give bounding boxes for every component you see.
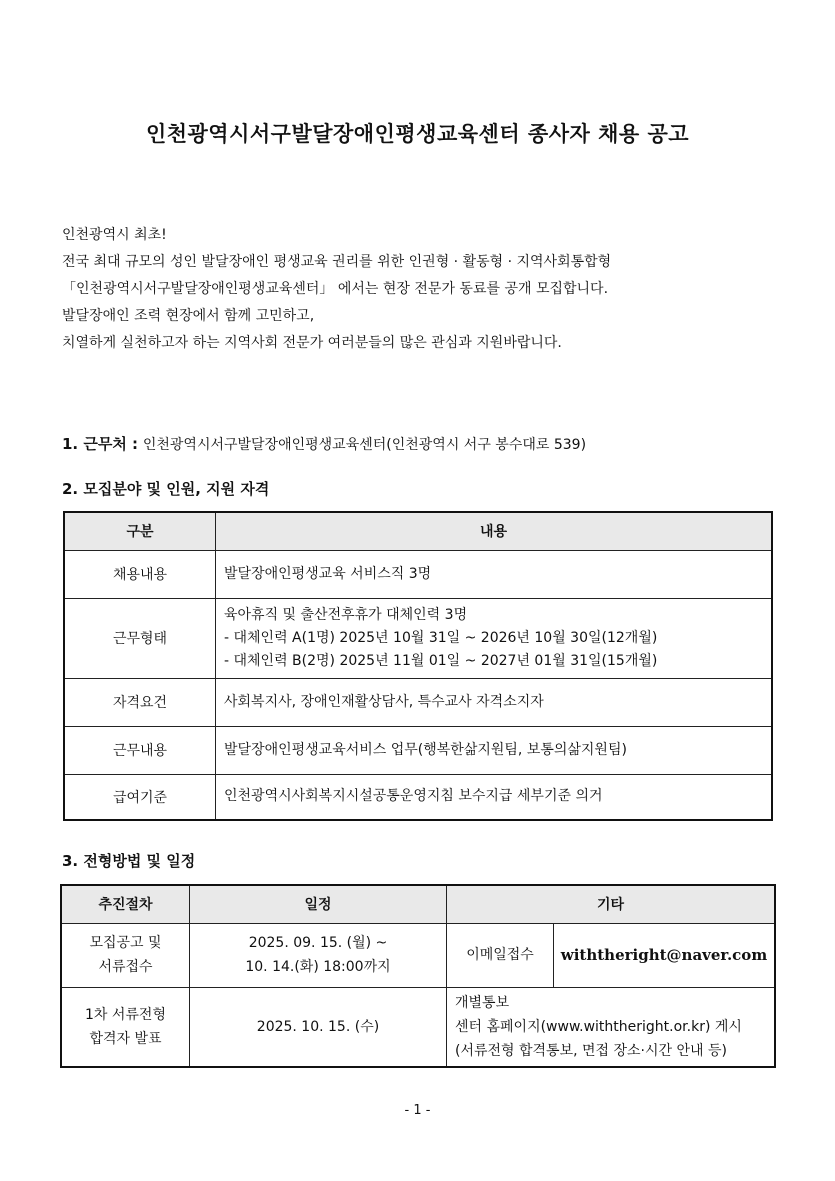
schedule-table xyxy=(60,884,776,1068)
table-row xyxy=(61,987,775,1067)
table-row xyxy=(61,923,775,987)
table-row xyxy=(64,678,772,726)
row-key: 자격요건 xyxy=(64,678,216,726)
etc-line: 개별통보 xyxy=(455,994,510,1011)
column-header: 내용 xyxy=(216,512,773,550)
table-row xyxy=(64,598,772,678)
intro-line: 발달장애인 조력 현장에서 함께 고민하고, xyxy=(62,308,315,324)
date-line: 2025. 09. 15. (월) ~ xyxy=(248,935,388,951)
step-line: 1차 서류전형 xyxy=(85,1006,166,1023)
step-line: 합격자 발표 xyxy=(89,1030,162,1047)
row-value xyxy=(216,678,773,726)
intro-paragraph xyxy=(62,222,611,357)
value-line: - 대체인력 A(1명) 2025년 10월 31일 ~ 2026년 10월 30일(12개월) xyxy=(224,629,658,646)
column-header: 추진절차 xyxy=(61,885,190,923)
row-key: 채용내용 xyxy=(64,550,216,598)
section-heading: 1. 근무처 : xyxy=(62,435,139,453)
row-key: 근무내용 xyxy=(64,726,216,774)
step-line: 모집공고 및 xyxy=(89,935,162,951)
table-header-row xyxy=(61,885,775,923)
email-address: withtheright@naver.com xyxy=(554,923,776,987)
table-row xyxy=(64,774,772,820)
column-header: 기타 xyxy=(447,885,776,923)
step-cell xyxy=(61,923,190,987)
recruitment-table xyxy=(63,511,773,821)
section-heading: 2. 모집분야 및 인원, 지원 자격 xyxy=(62,480,270,498)
intro-line: 「인천광역시서구발달장애인평생교육센터」 에서는 현장 전문가 동료를 공개 모집합니다. xyxy=(62,281,609,297)
step-line: 서류접수 xyxy=(98,959,153,975)
row-value xyxy=(216,598,773,678)
intro-line: 인천광역시 최초! xyxy=(62,227,167,243)
column-header: 일정 xyxy=(190,885,447,923)
row-value xyxy=(216,550,773,598)
page-number: - 1 - xyxy=(404,1103,431,1118)
value-line: - 대체인력 B(2명) 2025년 11월 01일 ~ 2027년 01월 31일(15개월) xyxy=(224,652,658,669)
date-cell xyxy=(190,987,447,1067)
page-title: 인천광역시서구발달장애인평생교육센터 종사자 채용 공고 xyxy=(145,122,690,146)
section-workplace xyxy=(62,433,586,454)
table-header-row xyxy=(64,512,772,550)
value-line: 사회복지사, 장애인재활상담사, 특수교사 자격소지자 xyxy=(224,693,544,710)
date-cell xyxy=(190,923,447,987)
workplace-text: 인천광역시서구발달장애인평생교육센터(인천광역시 서구 봉수대로 539) xyxy=(142,437,587,453)
table-row xyxy=(64,550,772,598)
row-key: 근무형태 xyxy=(64,598,216,678)
date-line: 2025. 10. 15. (수) xyxy=(256,1018,380,1035)
step-cell xyxy=(61,987,190,1067)
etc-line: 센터 홈페이지(www.withtheright.or.kr) 게시 xyxy=(455,1018,742,1035)
section-heading: 3. 전형방법 및 일정 xyxy=(62,852,196,870)
value-line: 발달장애인평생교육서비스 업무(행복한삶지원팀, 보통의삶지원팀) xyxy=(224,741,627,758)
etc-line: (서류전형 합격통보, 면접 장소·시간 안내 등) xyxy=(455,1042,727,1059)
value-line: 육아휴직 및 출산전후휴가 대체인력 3명 xyxy=(224,606,468,623)
etc-label: 이메일접수 xyxy=(447,923,554,987)
value-line: 인천광역시사회복지시설공통운영지침 보수지급 세부기준 의거 xyxy=(224,788,603,805)
date-line: 10. 14.(화) 18:00까지 xyxy=(245,959,391,975)
intro-line: 전국 최대 규모의 성인 발달장애인 평생교육 권리를 위한 인권형 · 활동형 · 지역사회통합형 xyxy=(62,254,612,270)
row-value xyxy=(216,726,773,774)
intro-line: 치열하게 실천하고자 하는 지역사회 전문가 여러분들의 많은 관심과 지원바랍니다. xyxy=(62,335,562,351)
section-schedule xyxy=(62,850,195,871)
row-key: 급여기준 xyxy=(64,774,216,820)
etc-cell xyxy=(447,987,776,1067)
table-row xyxy=(64,726,772,774)
section-recruitment xyxy=(62,478,269,499)
column-header: 구분 xyxy=(64,512,216,550)
value-line: 발달장애인평생교육 서비스직 3명 xyxy=(224,565,432,582)
row-value xyxy=(216,774,773,820)
